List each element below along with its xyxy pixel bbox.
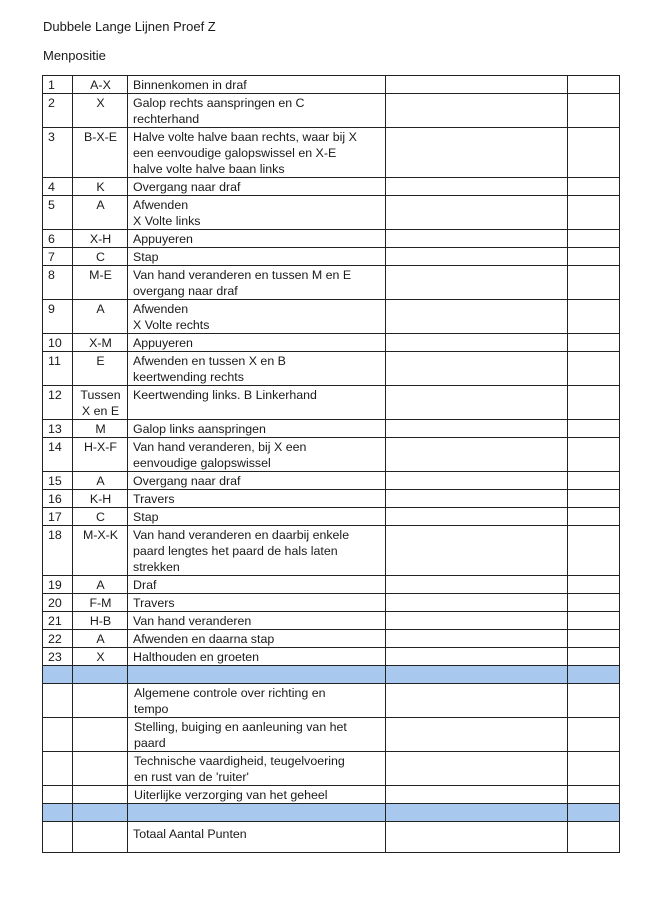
exercise-position: C xyxy=(73,508,128,526)
exercise-position: H-X-F xyxy=(73,438,128,472)
summary-row xyxy=(43,718,620,752)
cell-text-line: Halve volte halve baan rechts, waar bij X xyxy=(133,130,357,144)
separator-cell xyxy=(568,666,620,684)
exercise-number: 1 xyxy=(43,76,73,94)
score-cell[interactable] xyxy=(386,438,568,472)
document-subtitle: Menpositie xyxy=(43,48,106,63)
exercise-number: 5 xyxy=(43,196,73,230)
exercise-description xyxy=(128,178,386,196)
exercise-row xyxy=(43,508,620,526)
cell-text-line: Afwenden en daarna stap xyxy=(133,632,275,646)
summary-empty-cell xyxy=(73,684,128,718)
exercise-description xyxy=(128,508,386,526)
score-cell[interactable] xyxy=(386,612,568,630)
total-empty-cell xyxy=(43,822,73,853)
exercise-row xyxy=(43,266,620,300)
coefficient-cell[interactable] xyxy=(568,526,620,576)
exercise-row xyxy=(43,472,620,490)
cell-text-line: Afwenden xyxy=(133,198,189,212)
coefficient-cell[interactable] xyxy=(568,472,620,490)
exercise-description xyxy=(128,248,386,266)
exercise-position: K-H xyxy=(73,490,128,508)
exercise-description xyxy=(128,576,386,594)
score-cell[interactable] xyxy=(386,266,568,300)
score-cell[interactable] xyxy=(386,752,568,786)
cell-text-line: tempo xyxy=(134,702,169,716)
coefficient-cell[interactable] xyxy=(568,490,620,508)
cell-text-line: Van hand veranderen en tussen M en E xyxy=(133,268,352,282)
score-cell[interactable] xyxy=(386,630,568,648)
exercise-number: 7 xyxy=(43,248,73,266)
exercise-description xyxy=(128,334,386,352)
exercise-row xyxy=(43,128,620,178)
score-cell[interactable] xyxy=(386,526,568,576)
cell-text-line: Tussen xyxy=(80,388,121,402)
cell-text-line: Van hand veranderen en daarbij enkele xyxy=(133,528,350,542)
exercise-number: 14 xyxy=(43,438,73,472)
coefficient-cell[interactable] xyxy=(568,196,620,230)
coefficient-cell[interactable] xyxy=(568,420,620,438)
summary-row xyxy=(43,786,620,804)
exercise-description xyxy=(128,76,386,94)
coefficient-cell[interactable] xyxy=(568,612,620,630)
cell-text-line: paard xyxy=(134,736,166,750)
cell-text-line: Halthouden en groeten xyxy=(133,650,260,664)
coefficient-cell[interactable] xyxy=(568,266,620,300)
exercise-number: 9 xyxy=(43,300,73,334)
cell-text-line: Appuyeren xyxy=(133,336,193,350)
score-cell[interactable] xyxy=(386,178,568,196)
exercise-position: A xyxy=(73,196,128,230)
exercise-position: B-X-E xyxy=(73,128,128,178)
exercise-row xyxy=(43,76,620,94)
score-cell[interactable] xyxy=(386,786,568,804)
total-empty-cell xyxy=(73,822,128,853)
score-cell[interactable] xyxy=(386,648,568,666)
score-cell[interactable] xyxy=(386,718,568,752)
exercise-number: 23 xyxy=(43,648,73,666)
separator-row xyxy=(43,666,620,684)
summary-row xyxy=(43,752,620,786)
score-cell[interactable] xyxy=(386,128,568,178)
separator-row xyxy=(43,804,620,822)
separator-cell xyxy=(128,666,386,684)
coefficient-cell[interactable] xyxy=(568,230,620,248)
exercise-row xyxy=(43,576,620,594)
exercise-description xyxy=(128,300,386,334)
cell-text-line: Van hand veranderen, bij X een xyxy=(133,440,307,454)
cell-text-line: Overgang naar draf xyxy=(133,180,241,194)
score-cell[interactable] xyxy=(386,684,568,718)
cell-text-line: eenvoudige galopswissel xyxy=(133,456,271,470)
separator-cell xyxy=(568,804,620,822)
exercise-row xyxy=(43,490,620,508)
cell-text-line: Van hand veranderen xyxy=(133,614,252,628)
coefficient-cell[interactable] xyxy=(568,576,620,594)
cell-text-line: Stap xyxy=(133,510,159,524)
coefficient-cell[interactable] xyxy=(568,386,620,420)
summary-empty-cell xyxy=(73,718,128,752)
cell-text-line: paard lengtes het paard de hals laten xyxy=(133,544,338,558)
exercise-position: H-B xyxy=(73,612,128,630)
score-cell[interactable] xyxy=(386,230,568,248)
cell-text-line: Galop rechts aanspringen en C xyxy=(133,96,305,110)
separator-cell xyxy=(386,666,568,684)
coefficient-cell[interactable] xyxy=(568,248,620,266)
score-cell[interactable] xyxy=(386,386,568,420)
total-coefficient-cell[interactable] xyxy=(568,822,620,853)
score-cell[interactable] xyxy=(386,352,568,386)
exercise-row xyxy=(43,248,620,266)
cell-text-line: Technische vaardigheid, teugelvoering xyxy=(134,754,345,768)
cell-text-line: Draf xyxy=(133,578,157,592)
cell-text-line: Travers xyxy=(133,492,175,506)
summary-empty-cell xyxy=(73,786,128,804)
exercise-row xyxy=(43,648,620,666)
exercise-number: 12 xyxy=(43,386,73,420)
exercise-description xyxy=(128,490,386,508)
exercise-description xyxy=(128,612,386,630)
exercise-description xyxy=(128,526,386,576)
exercise-number: 22 xyxy=(43,630,73,648)
exercise-row xyxy=(43,438,620,472)
score-cell[interactable] xyxy=(386,196,568,230)
summary-description xyxy=(128,718,386,752)
exercise-number: 17 xyxy=(43,508,73,526)
total-label: Totaal Aantal Punten xyxy=(128,822,386,853)
exercise-description xyxy=(128,472,386,490)
exercise-row xyxy=(43,594,620,612)
exercise-position: X-M xyxy=(73,334,128,352)
exercise-row xyxy=(43,352,620,386)
coefficient-cell[interactable] xyxy=(568,438,620,472)
exercise-row xyxy=(43,334,620,352)
separator-cell xyxy=(43,666,73,684)
separator-cell xyxy=(73,666,128,684)
cell-text-line: Stelling, buiging en aanleuning van het xyxy=(134,720,347,734)
score-cell[interactable] xyxy=(386,490,568,508)
separator-cell xyxy=(386,804,568,822)
summary-empty-cell xyxy=(43,786,73,804)
coefficient-cell[interactable] xyxy=(568,594,620,612)
cell-text-line: Galop links aanspringen xyxy=(133,422,266,436)
score-cell[interactable] xyxy=(386,576,568,594)
cell-text-line: Overgang naar draf xyxy=(133,474,241,488)
coefficient-cell[interactable] xyxy=(568,752,620,786)
separator-cell xyxy=(128,804,386,822)
coefficient-cell[interactable] xyxy=(568,94,620,128)
exercise-description xyxy=(128,128,386,178)
exercise-position: X xyxy=(73,94,128,128)
exercise-position: M xyxy=(73,420,128,438)
coefficient-cell[interactable] xyxy=(568,684,620,718)
exercise-row xyxy=(43,300,620,334)
cell-text-line: een eenvoudige galopswissel en X-E xyxy=(133,146,337,160)
exercise-number: 20 xyxy=(43,594,73,612)
total-score-cell[interactable] xyxy=(386,822,568,853)
exercise-description xyxy=(128,352,386,386)
exercise-row xyxy=(43,526,620,576)
exercise-row xyxy=(43,386,620,420)
summary-empty-cell xyxy=(43,718,73,752)
exercise-row xyxy=(43,612,620,630)
cell-text-line: rechterhand xyxy=(133,112,200,126)
summary-description xyxy=(128,752,386,786)
exercise-number: 19 xyxy=(43,576,73,594)
cell-text-line: halve volte halve baan links xyxy=(133,162,285,176)
exercise-position xyxy=(73,386,128,420)
exercise-description xyxy=(128,648,386,666)
summary-empty-cell xyxy=(43,752,73,786)
cell-text-line: X en E xyxy=(81,404,120,418)
score-table xyxy=(42,75,620,853)
cell-text-line: Afwenden xyxy=(133,302,189,316)
exercise-description xyxy=(128,230,386,248)
score-cell[interactable] xyxy=(386,248,568,266)
exercise-number: 10 xyxy=(43,334,73,352)
exercise-number: 18 xyxy=(43,526,73,576)
coefficient-cell[interactable] xyxy=(568,300,620,334)
summary-description xyxy=(128,786,386,804)
score-cell[interactable] xyxy=(386,508,568,526)
coefficient-cell[interactable] xyxy=(568,630,620,648)
separator-cell xyxy=(73,804,128,822)
exercise-number: 15 xyxy=(43,472,73,490)
separator-cell xyxy=(43,804,73,822)
exercise-row xyxy=(43,196,620,230)
score-cell[interactable] xyxy=(386,594,568,612)
exercise-position: C xyxy=(73,248,128,266)
exercise-description xyxy=(128,196,386,230)
coefficient-cell[interactable] xyxy=(568,128,620,178)
exercise-description xyxy=(128,386,386,420)
summary-description xyxy=(128,684,386,718)
exercise-number: 3 xyxy=(43,128,73,178)
exercise-position: X xyxy=(73,648,128,666)
exercise-row xyxy=(43,230,620,248)
summary-row xyxy=(43,684,620,718)
score-cell[interactable] xyxy=(386,334,568,352)
exercise-position: A-X xyxy=(73,76,128,94)
cell-text-line: X Volte links xyxy=(133,214,201,228)
exercise-description xyxy=(128,438,386,472)
exercise-row xyxy=(43,178,620,196)
exercise-number: 13 xyxy=(43,420,73,438)
coefficient-cell[interactable] xyxy=(568,352,620,386)
score-cell[interactable] xyxy=(386,300,568,334)
cell-text-line: Appuyeren xyxy=(133,232,193,246)
exercise-description xyxy=(128,94,386,128)
exercise-description xyxy=(128,266,386,300)
cell-text-line: Algemene controle over richting en xyxy=(134,686,326,700)
document-title: Dubbele Lange Lijnen Proef Z xyxy=(43,19,216,34)
score-cell[interactable] xyxy=(386,472,568,490)
exercise-position: F-M xyxy=(73,594,128,612)
coefficient-cell[interactable] xyxy=(568,648,620,666)
score-cell[interactable] xyxy=(386,76,568,94)
exercise-position: M-E xyxy=(73,266,128,300)
exercise-position: X-H xyxy=(73,230,128,248)
cell-text-line: Binnenkomen in draf xyxy=(133,78,247,92)
exercise-number: 2 xyxy=(43,94,73,128)
cell-text-line: strekken xyxy=(133,560,180,574)
coefficient-cell[interactable] xyxy=(568,334,620,352)
exercise-position: M-X-K xyxy=(73,526,128,576)
total-row xyxy=(43,822,620,853)
coefficient-cell[interactable] xyxy=(568,718,620,752)
exercise-number: 4 xyxy=(43,178,73,196)
exercise-row xyxy=(43,420,620,438)
cell-text-line: Stap xyxy=(133,250,159,264)
cell-text-line: X Volte rechts xyxy=(133,318,210,332)
exercise-position: A xyxy=(73,300,128,334)
score-cell[interactable] xyxy=(386,420,568,438)
exercise-number: 16 xyxy=(43,490,73,508)
exercise-row xyxy=(43,94,620,128)
exercise-position: A xyxy=(73,630,128,648)
cell-text-line: keertwending rechts xyxy=(133,370,244,384)
summary-empty-cell xyxy=(43,684,73,718)
exercise-position: K xyxy=(73,178,128,196)
cell-text-line: Uiterlijke verzorging van het geheel xyxy=(134,788,328,802)
cell-text-line: Keertwending links. B Linkerhand xyxy=(133,388,317,402)
cell-text-line: Travers xyxy=(133,596,175,610)
exercise-number: 21 xyxy=(43,612,73,630)
exercise-description xyxy=(128,594,386,612)
exercise-position: E xyxy=(73,352,128,386)
score-cell[interactable] xyxy=(386,94,568,128)
summary-empty-cell xyxy=(73,752,128,786)
exercise-description xyxy=(128,420,386,438)
coefficient-cell[interactable] xyxy=(568,786,620,804)
exercise-position: A xyxy=(73,472,128,490)
exercise-number: 6 xyxy=(43,230,73,248)
exercise-position: A xyxy=(73,576,128,594)
coefficient-cell[interactable] xyxy=(568,76,620,94)
exercise-number: 8 xyxy=(43,266,73,300)
exercise-number: 11 xyxy=(43,352,73,386)
exercise-row xyxy=(43,630,620,648)
cell-text-line: en rust van de 'ruiter' xyxy=(134,770,249,784)
coefficient-cell[interactable] xyxy=(568,508,620,526)
cell-text-line: overgang naar draf xyxy=(133,284,238,298)
cell-text-line: Afwenden en tussen X en B xyxy=(133,354,286,368)
exercise-description xyxy=(128,630,386,648)
coefficient-cell[interactable] xyxy=(568,178,620,196)
